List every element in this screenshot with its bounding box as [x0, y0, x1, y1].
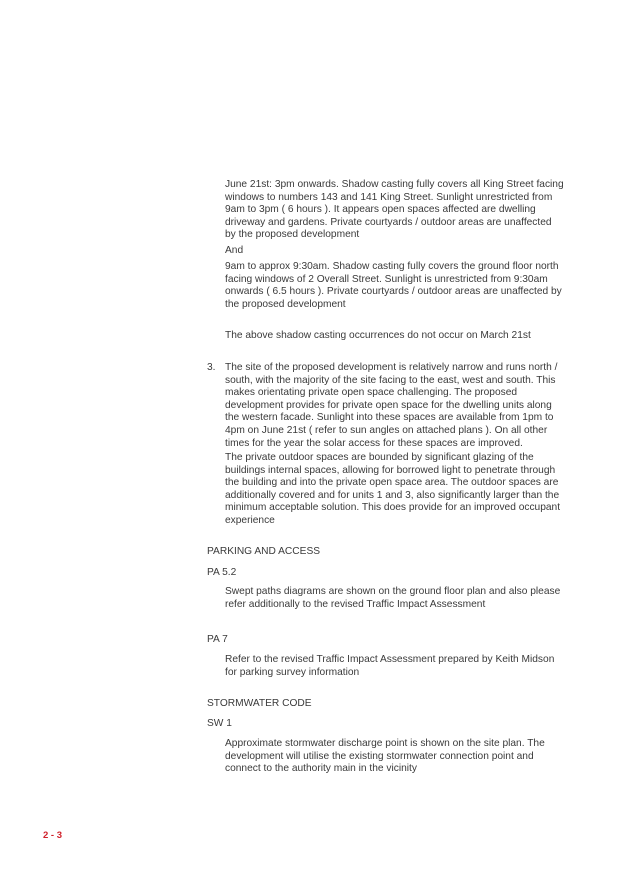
march-21-note: The above shadow casting occurrences do not occur on March 21st [225, 330, 531, 341]
sw-1-label: SW 1 [207, 718, 232, 729]
page-number: 2 - 3 [43, 830, 63, 841]
private-outdoor-spaces-paragraph: The private outdoor spaces are bounded by significant glazing of the buildings internal spaces, allowing for borrowed light to penetrate through the building and into the private open space area. The outdoor spaces are additionally covered and for units 1 and 3, also significantly larger than the minimum acceptable solution. This does provide for an improved occupant experience [225, 452, 561, 526]
stormwater-code-heading: STORMWATER CODE [207, 698, 312, 709]
site-orientation-paragraph: The site of the proposed development is relatively narrow and runs north / south, with the majority of the site facing to the east, west and south. This makes orientating private open space challenging. The proposed development provides for private open space for the dwelling units along the western facade. Sunlight into these spaces are available from 1pm to 4pm on June 21st ( refer to sun angles on attached plans ). On all other times for the year the solar access for these spaces are improved. [225, 362, 558, 449]
june-21-3pm-paragraph: June 21st: 3pm onwards. Shadow casting fully covers all King Street facing windows to numbers 143 and 141 King Street. Sunlight unrestricted from 9am to 3pm ( 6 hours ). It appears open spaces affected are dwelling driveway and gardens. Private courtyards / outdoor areas are unaffected by the proposed development [225, 179, 564, 241]
parking-access-heading: PARKING AND ACCESS [207, 546, 321, 557]
item-number-3: 3. [207, 362, 216, 373]
sw-1-text: Approximate stormwater discharge point is shown on the site plan. The development will utilise the existing stormwater connection point and connect to the authority main in the vicinity [225, 738, 545, 775]
and-connector: And [225, 245, 244, 256]
morning-shadow-paragraph: 9am to approx 9:30am. Shadow casting fully covers the ground floor north facing windows of 2 Overall Street. Sunlight is unrestricted from 9:30am onwards ( 6.5 hours ). Private courtyards / outdoor areas are unaffected by the proposed development [225, 261, 562, 310]
pa-5-2-label: PA 5.2 [207, 567, 237, 578]
pa-7-text: Refer to the revised Traffic Impact Assessment prepared by Keith Midson for parking survey information [225, 654, 555, 678]
pa-7-label: PA 7 [207, 634, 228, 645]
pa-5-2-text: Swept paths diagrams are shown on the ground floor plan and also please refer additionally to the revised Traffic Impact Assessment [225, 586, 561, 610]
